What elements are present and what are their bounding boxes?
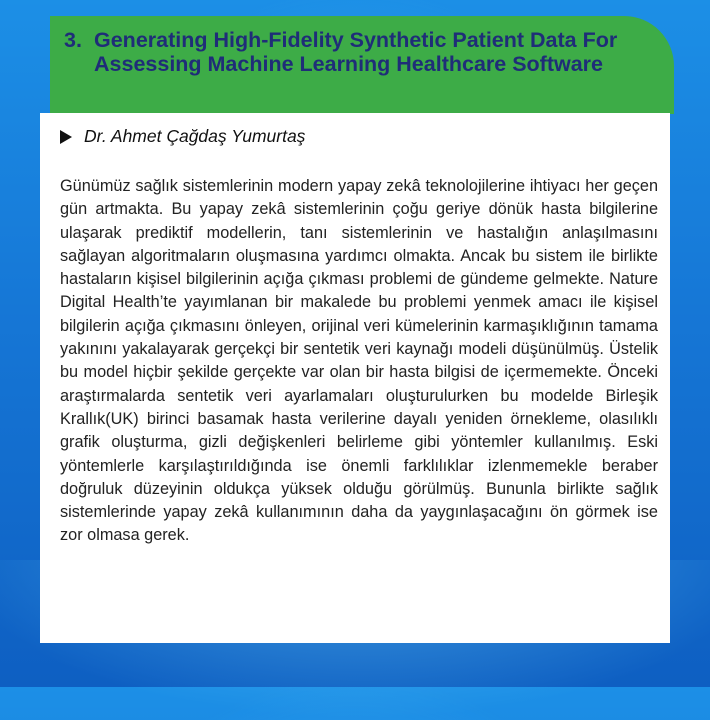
article-body: Günümüz sağlık sistemlerinin modern yapay zekâ teknolojilerine ihtiyacı her geçen gün artmakta. Bu yapay zekâ sistemlerinin çoğu geriye dönük hasta bilgilerine ulaşarak prediktif modellerin, tanı sistemlerinin ve hastalığın anlaşılmasını sağlayan algoritmaların oluşmasına yardımcı olmakta. Ancak bu sistem ile birlikte hastaların kişisel bilgilerinin açığa çıkması problemi de gündeme gelmekte. Nature Digital Health’te yayımlanan bir makalede bu problemi yenmek amacı ile kişisel bilgilerin açığa çıkmasını önleyen, orijinal veri kümelerinin karmaşıklığının tamama yakınını yakalayarak gerçekçi bir sentetik veri kaynağı modeli düşünülmüş. Üstelik bu model hiçbir şekilde gerçekte var olan bir hasta bilgisi de içermemekte. Önceki araştırmalarda sentetik veri ayarlamaları oluşturulurken bu modelde Birleşik Krallık(UK) birinci basamak hasta verilerine dayalı yeniden örnekleme, olasılıklı grafik oluşturma, gizli değişkenleri belirleme gibi yöntemler kullanılmış. Eski yöntemlerle karşılaştırıldığında ise önemli farklılıklar izlenmemekle beraber doğruluk düzeyinin oldukça yüksek olduğu görülmüş. Bununla birlikte sağlık sistemlerinde yapay zekâ kullanımının daha da yaygınlaşacağını ön görmek ise zor olmasa gerek. — [60, 177, 658, 545]
author-line — [60, 126, 660, 147]
section-number: 3. — [64, 28, 82, 52]
play-arrow-icon — [60, 130, 72, 144]
section-title: Generating High-Fidelity Synthetic Patient Data For Assessing Machine Learning Healthcare Software — [94, 28, 618, 76]
author-name: Dr. Ahmet Çağdaş Yumurtaş — [84, 126, 306, 146]
article-card — [40, 113, 670, 643]
section-header — [50, 16, 674, 114]
